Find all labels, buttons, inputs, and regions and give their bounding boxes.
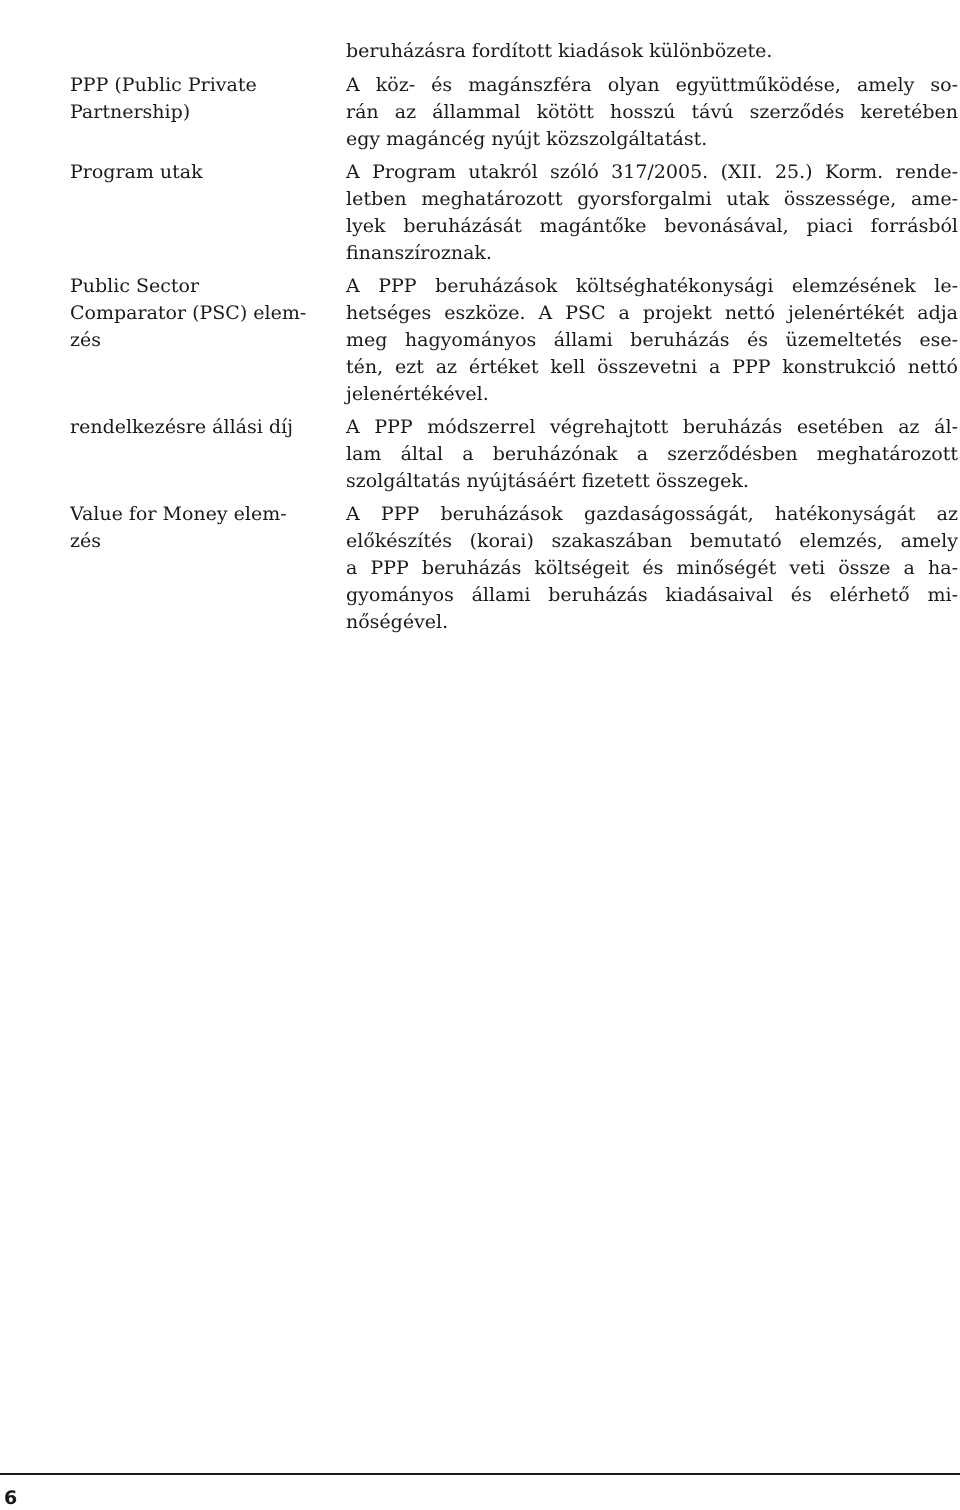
definition-line: egy magáncég nyújt közszolgáltatást.	[346, 128, 708, 150]
glossary-definition	[346, 159, 958, 267]
footer-rule	[0, 1473, 960, 1475]
glossary-definition	[346, 414, 958, 495]
definition-line: gyományos állami beruházás kiadásaival és elérhető mi-	[346, 584, 958, 606]
page-number: 6	[4, 1487, 18, 1509]
term-line: zés	[70, 329, 102, 351]
term-line: Program utak	[70, 161, 203, 183]
term-line: Comparator (PSC) elem-	[70, 302, 307, 324]
definition-line: a PPP beruházás költségeit és minőségét veti össze a ha-	[346, 557, 958, 579]
definition-line: lam által a beruházónak a szerződésben meghatározott	[346, 443, 958, 465]
glossary-definition	[346, 273, 958, 408]
term-line: Public Sector	[70, 275, 200, 297]
definition-line: tén, ezt az értéket kell összevetni a PPP konstrukció nettó	[346, 356, 958, 378]
definition-line: A köz- és magánszféra olyan együttműködése, amely so-	[346, 74, 958, 96]
term-line: PPP (Public Private	[70, 74, 257, 96]
glossary-entry-program-utak	[70, 159, 958, 267]
term-line: Value for Money elem-	[70, 503, 287, 525]
definition-line: hetséges eszköze. A PSC a projekt nettó jelenértékét adja	[346, 302, 958, 324]
glossary-definition	[346, 501, 958, 636]
glossary-definition	[346, 72, 958, 153]
definition-line: A PPP módszerrel végrehajtott beruházás esetében az ál-	[346, 416, 958, 438]
definition-line: előkészítés (korai) szakaszában bemutató elemzés, amely	[346, 530, 958, 552]
glossary-entry-psc	[70, 273, 958, 408]
definition-line: lyek beruházását magántőke bevonásával, piaci forrásból	[346, 215, 958, 237]
term-line: Partnership)	[70, 101, 191, 123]
term-line: zés	[70, 530, 102, 552]
definition-line: rán az állammal kötött hosszú távú szerződés keretében	[346, 101, 958, 123]
definition-line: nőségével.	[346, 611, 449, 633]
term-line: rendelkezésre állási díj	[70, 416, 293, 438]
glossary-entry-value-for-money	[70, 501, 958, 636]
definition-line: meg hagyományos állami beruházás és üzemeltetés ese-	[346, 329, 958, 351]
glossary-entry-ppp	[70, 72, 958, 153]
glossary-term	[70, 273, 346, 408]
glossary-entry-rendelkezesre-allasi-dij	[70, 414, 958, 495]
definition-line: A PPP beruházások gazdaságosságát, hatékonyságát az	[346, 503, 958, 525]
definition-line: A PPP beruházások költséghatékonysági elemzésének le-	[346, 275, 958, 297]
glossary	[70, 72, 958, 642]
glossary-term	[70, 414, 346, 495]
glossary-term	[70, 501, 346, 636]
definition-line: finanszíroznak.	[346, 242, 492, 264]
glossary-term	[70, 72, 346, 153]
glossary-term	[70, 159, 346, 267]
definition-line: jelenértékével.	[346, 383, 489, 405]
definition-line: letben meghatározott gyorsforgalmi utak összessége, ame-	[346, 188, 958, 210]
definition-line: szolgáltatás nyújtásáért fizetett összegek.	[346, 470, 749, 492]
definition-line: A Program utakról szóló 317/2005. (XII. 25.) Korm. rende-	[346, 161, 958, 183]
continued-definition-line: beruházásra fordított kiadások különbözete.	[346, 40, 773, 62]
